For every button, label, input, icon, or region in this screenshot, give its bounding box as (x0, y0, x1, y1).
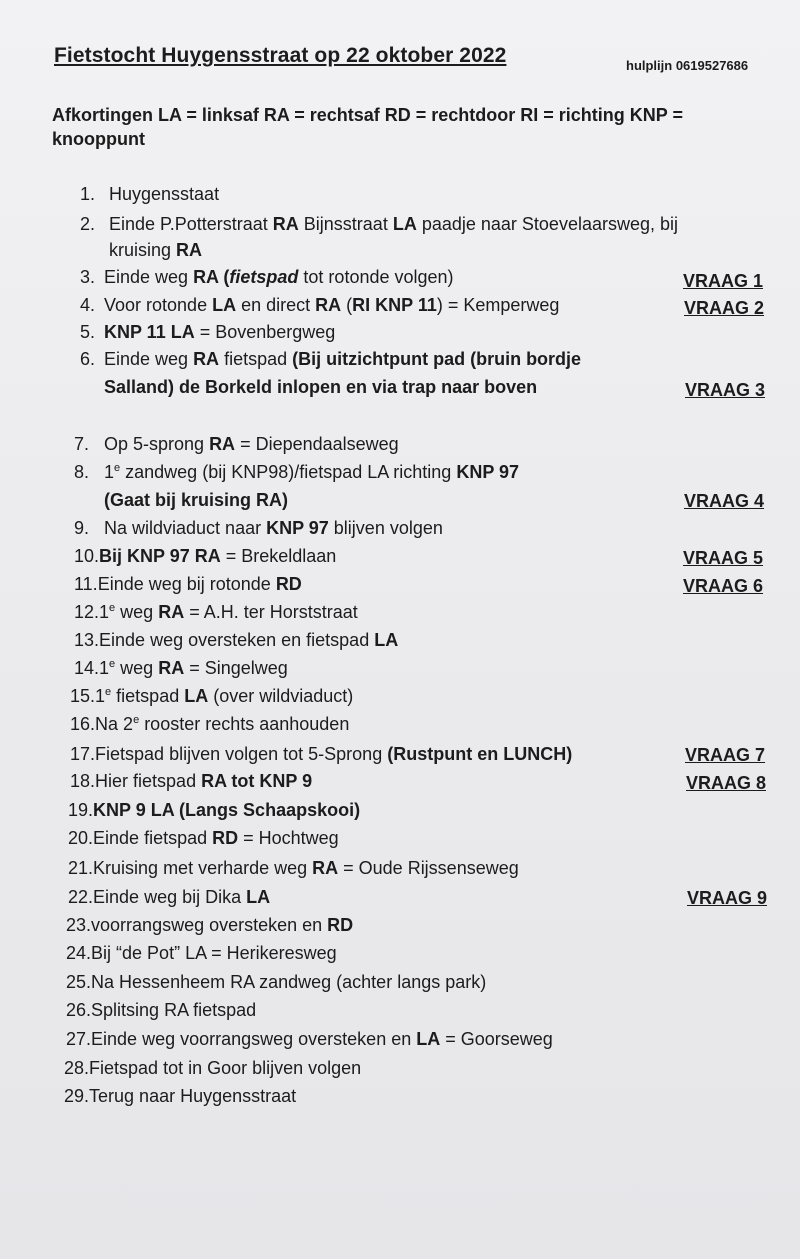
step-text: Na 2 (95, 714, 134, 734)
step-direction: LA (246, 887, 271, 907)
step-number: 28. (64, 1058, 90, 1078)
step-emphasis: fietspad (229, 267, 299, 287)
helpline-number: hulplijn 0619527686 (626, 58, 749, 73)
route-step-4 (80, 294, 559, 316)
document-title: Fietstocht Huygensstraat op 22 oktober 2022 (54, 44, 507, 67)
step-direction: KNP 11 LA (104, 322, 195, 342)
step-text: Op 5-sprong (104, 434, 210, 454)
step-number: 4. (80, 295, 96, 315)
route-step-25 (66, 971, 486, 993)
step-number: 23. (66, 915, 92, 935)
route-step-14 (74, 657, 288, 679)
step-number: 14. (74, 658, 100, 678)
step-text: Fietspad tot in Goor blijven volgen (89, 1058, 362, 1078)
step-text: Einde P.Potterstraat (109, 214, 273, 234)
route-step-26 (66, 999, 256, 1021)
step-direction: RI KNP 11 (352, 295, 437, 315)
route-step-21 (68, 857, 519, 879)
route-step-16 (70, 713, 349, 735)
step-text: ( (218, 267, 230, 287)
step-text: = Diependaalseweg (235, 434, 399, 454)
step-number: 27. (66, 1029, 92, 1049)
question-marker-5: VRAAG 5 (683, 548, 764, 568)
step-text: Einde weg oversteken en fietspad (99, 630, 375, 650)
question-marker-6: VRAAG 6 (683, 576, 764, 596)
route-step-2 (80, 213, 678, 261)
step-number: 20. (68, 828, 94, 848)
step-text: = Goorseweg (440, 1029, 553, 1049)
step-text: Einde weg (104, 267, 194, 287)
step-number: 19. (68, 800, 94, 820)
question-marker-2: VRAAG 2 (684, 298, 765, 318)
step-text: weg (115, 658, 159, 678)
step-number: 13. (74, 630, 100, 650)
step-direction: RA (272, 214, 299, 234)
step-text: fietspad (219, 349, 293, 369)
route-step-23 (66, 914, 353, 936)
route-step-5 (80, 321, 335, 343)
superscript: e (133, 714, 140, 726)
step-number: 22. (68, 887, 94, 907)
step-number: 16. (70, 714, 96, 734)
step-text: = A.H. ter Horststraat (184, 602, 358, 622)
step-direction: LA (392, 214, 417, 234)
step-number: 5. (80, 322, 96, 342)
route-step-8 (74, 461, 519, 511)
step-direction: RA (158, 658, 185, 678)
question-marker-4: VRAAG 4 (684, 491, 765, 511)
step-text: ( (341, 295, 353, 315)
step-emphasis: (Rustpunt en LUNCH) (387, 744, 573, 764)
step-direction: RD (275, 574, 302, 594)
route-step-22 (68, 886, 270, 908)
step-direction: RD (212, 828, 239, 848)
step-text: 1 (95, 686, 106, 706)
step-number: 9. (74, 518, 90, 538)
step-direction: RA (193, 267, 219, 287)
route-step-6 (80, 348, 581, 398)
step-direction: LA (212, 295, 237, 315)
step-text: blijven volgen (328, 518, 443, 538)
step-direction: LA (184, 686, 209, 706)
step-text: 1 (104, 462, 115, 482)
step-direction: RA (158, 602, 185, 622)
step-text: weg (115, 602, 159, 622)
step-text: Na Hessenheem RA zandweg (achter langs park) (91, 972, 487, 992)
step-text: Einde fietspad (93, 828, 213, 848)
step-text: paadje naar Stoevelaarsweg, bij (416, 214, 678, 234)
step-text: Hier fietspad (95, 771, 202, 791)
step-text: Bij “de Pot” LA = Herikeresweg (91, 943, 337, 963)
step-text: rooster rechts aanhouden (139, 714, 350, 734)
step-text: Bijnsstraat (298, 214, 393, 234)
step-number: 11. (74, 574, 98, 594)
step-number: 25. (66, 972, 92, 992)
step-direction: RA (176, 240, 203, 260)
step-direction: KNP 97 (456, 462, 520, 482)
step-text: = Oude Rijssenseweg (338, 858, 519, 878)
step-direction: KNP 97 (266, 518, 329, 538)
step-direction: RA (209, 434, 236, 454)
route-step-18 (70, 770, 312, 792)
question-marker-9: VRAAG 9 (687, 888, 768, 908)
superscript: e (114, 462, 121, 474)
step-text: = Hochtweg (238, 828, 339, 848)
step-direction: KNP 9 LA (Langs Schaapskooi) (93, 800, 361, 820)
step-text: voorrangsweg oversteken en (91, 915, 328, 935)
step-continuation (80, 376, 581, 398)
step-direction: RA (312, 858, 339, 878)
step-text: tot rotonde volgen) (298, 267, 454, 287)
route-step-11 (74, 573, 302, 595)
step-text: Einde weg bij Dika (93, 887, 247, 907)
question-marker-1: VRAAG 1 (683, 271, 764, 291)
step-text: (over wildviaduct) (208, 686, 354, 706)
step-text: = Singelweg (184, 658, 288, 678)
step-text: zandweg (bij KNP98)/fietspad LA richting (120, 462, 457, 482)
superscript: e (105, 686, 112, 698)
step-continuation (74, 489, 519, 511)
route-step-13 (74, 629, 398, 651)
step-number: 7. (74, 434, 90, 454)
step-direction: LA (416, 1029, 441, 1049)
abbreviations-line-1: Afkortingen LA = linksaf RA = rechtsaf RD = rechtdoor RI = richting KNP = (52, 105, 683, 125)
route-step-27 (66, 1028, 553, 1050)
step-number: 1. (80, 184, 96, 204)
step-text: 1 (99, 602, 110, 622)
route-step-28 (64, 1057, 361, 1079)
route-step-7 (74, 433, 399, 455)
abbreviations-line-2: knooppunt (52, 129, 145, 149)
question-marker-3: VRAAG 3 (685, 380, 766, 400)
step-text: ) = Kemperweg (436, 295, 560, 315)
step-direction: RA (315, 295, 342, 315)
step-text: Einde weg voorrangsweg oversteken en (91, 1029, 417, 1049)
step-number: 15. (70, 686, 96, 706)
step-number: 29. (64, 1086, 90, 1106)
step-text: = Bovenbergweg (194, 322, 336, 342)
step-number: 2. (80, 214, 96, 234)
step-text: en direct (236, 295, 316, 315)
step-text: 1 (99, 658, 110, 678)
step-number: 26. (66, 1000, 92, 1020)
step-text: Voor rotonde (104, 295, 213, 315)
superscript: e (109, 602, 116, 614)
superscript: e (109, 658, 116, 670)
step-direction: RA tot KNP 9 (201, 771, 313, 791)
step-direction: RD (327, 915, 354, 935)
step-number: 3. (80, 267, 96, 287)
step-text: Na wildviaduct naar (104, 518, 267, 538)
step-text: Fietspad blijven volgen tot 5-Sprong (95, 744, 388, 764)
step-emphasis: Salland) de Borkeld inlopen en via trap naar boven (104, 377, 538, 397)
route-step-3 (80, 266, 454, 288)
step-continuation (80, 239, 678, 261)
step-text: Kruising met verharde weg (93, 858, 313, 878)
route-step-24 (66, 942, 337, 964)
step-number: 10. (74, 546, 100, 566)
step-text: Einde weg (104, 349, 194, 369)
step-emphasis: (Gaat bij kruising RA) (104, 490, 289, 510)
route-step-9 (74, 517, 443, 539)
route-step-12 (74, 601, 358, 623)
step-number: 24. (66, 943, 92, 963)
step-text: Splitsing RA fietspad (91, 1000, 257, 1020)
step-text: Huygensstaat (109, 184, 220, 204)
step-number: 21. (68, 858, 94, 878)
route-step-10 (74, 545, 336, 567)
step-number: 6. (80, 349, 96, 369)
step-direction: LA (374, 630, 399, 650)
step-text: kruising (109, 240, 177, 260)
step-number: 18. (70, 771, 96, 791)
question-marker-7: VRAAG 7 (685, 745, 766, 765)
step-number: 12. (74, 602, 100, 622)
abbreviations-legend (52, 103, 772, 151)
step-number: 8. (74, 462, 90, 482)
route-step-1 (80, 183, 219, 205)
step-emphasis: (Bij uitzichtpunt pad (bruin bordje (292, 349, 582, 369)
step-direction: Bij KNP 97 RA (99, 546, 221, 566)
step-text: = Brekeldlaan (220, 546, 337, 566)
route-step-15 (70, 685, 353, 707)
step-direction: RA (193, 349, 220, 369)
step-number: 17. (70, 744, 96, 764)
question-marker-8: VRAAG 8 (686, 773, 767, 793)
step-text: Terug naar Huygensstraat (89, 1086, 297, 1106)
route-step-17 (70, 743, 572, 765)
route-step-20 (68, 827, 339, 849)
step-text: Einde weg bij rotonde (97, 574, 276, 594)
step-text: fietspad (111, 686, 185, 706)
route-step-19 (68, 799, 360, 821)
route-step-29 (64, 1085, 296, 1107)
